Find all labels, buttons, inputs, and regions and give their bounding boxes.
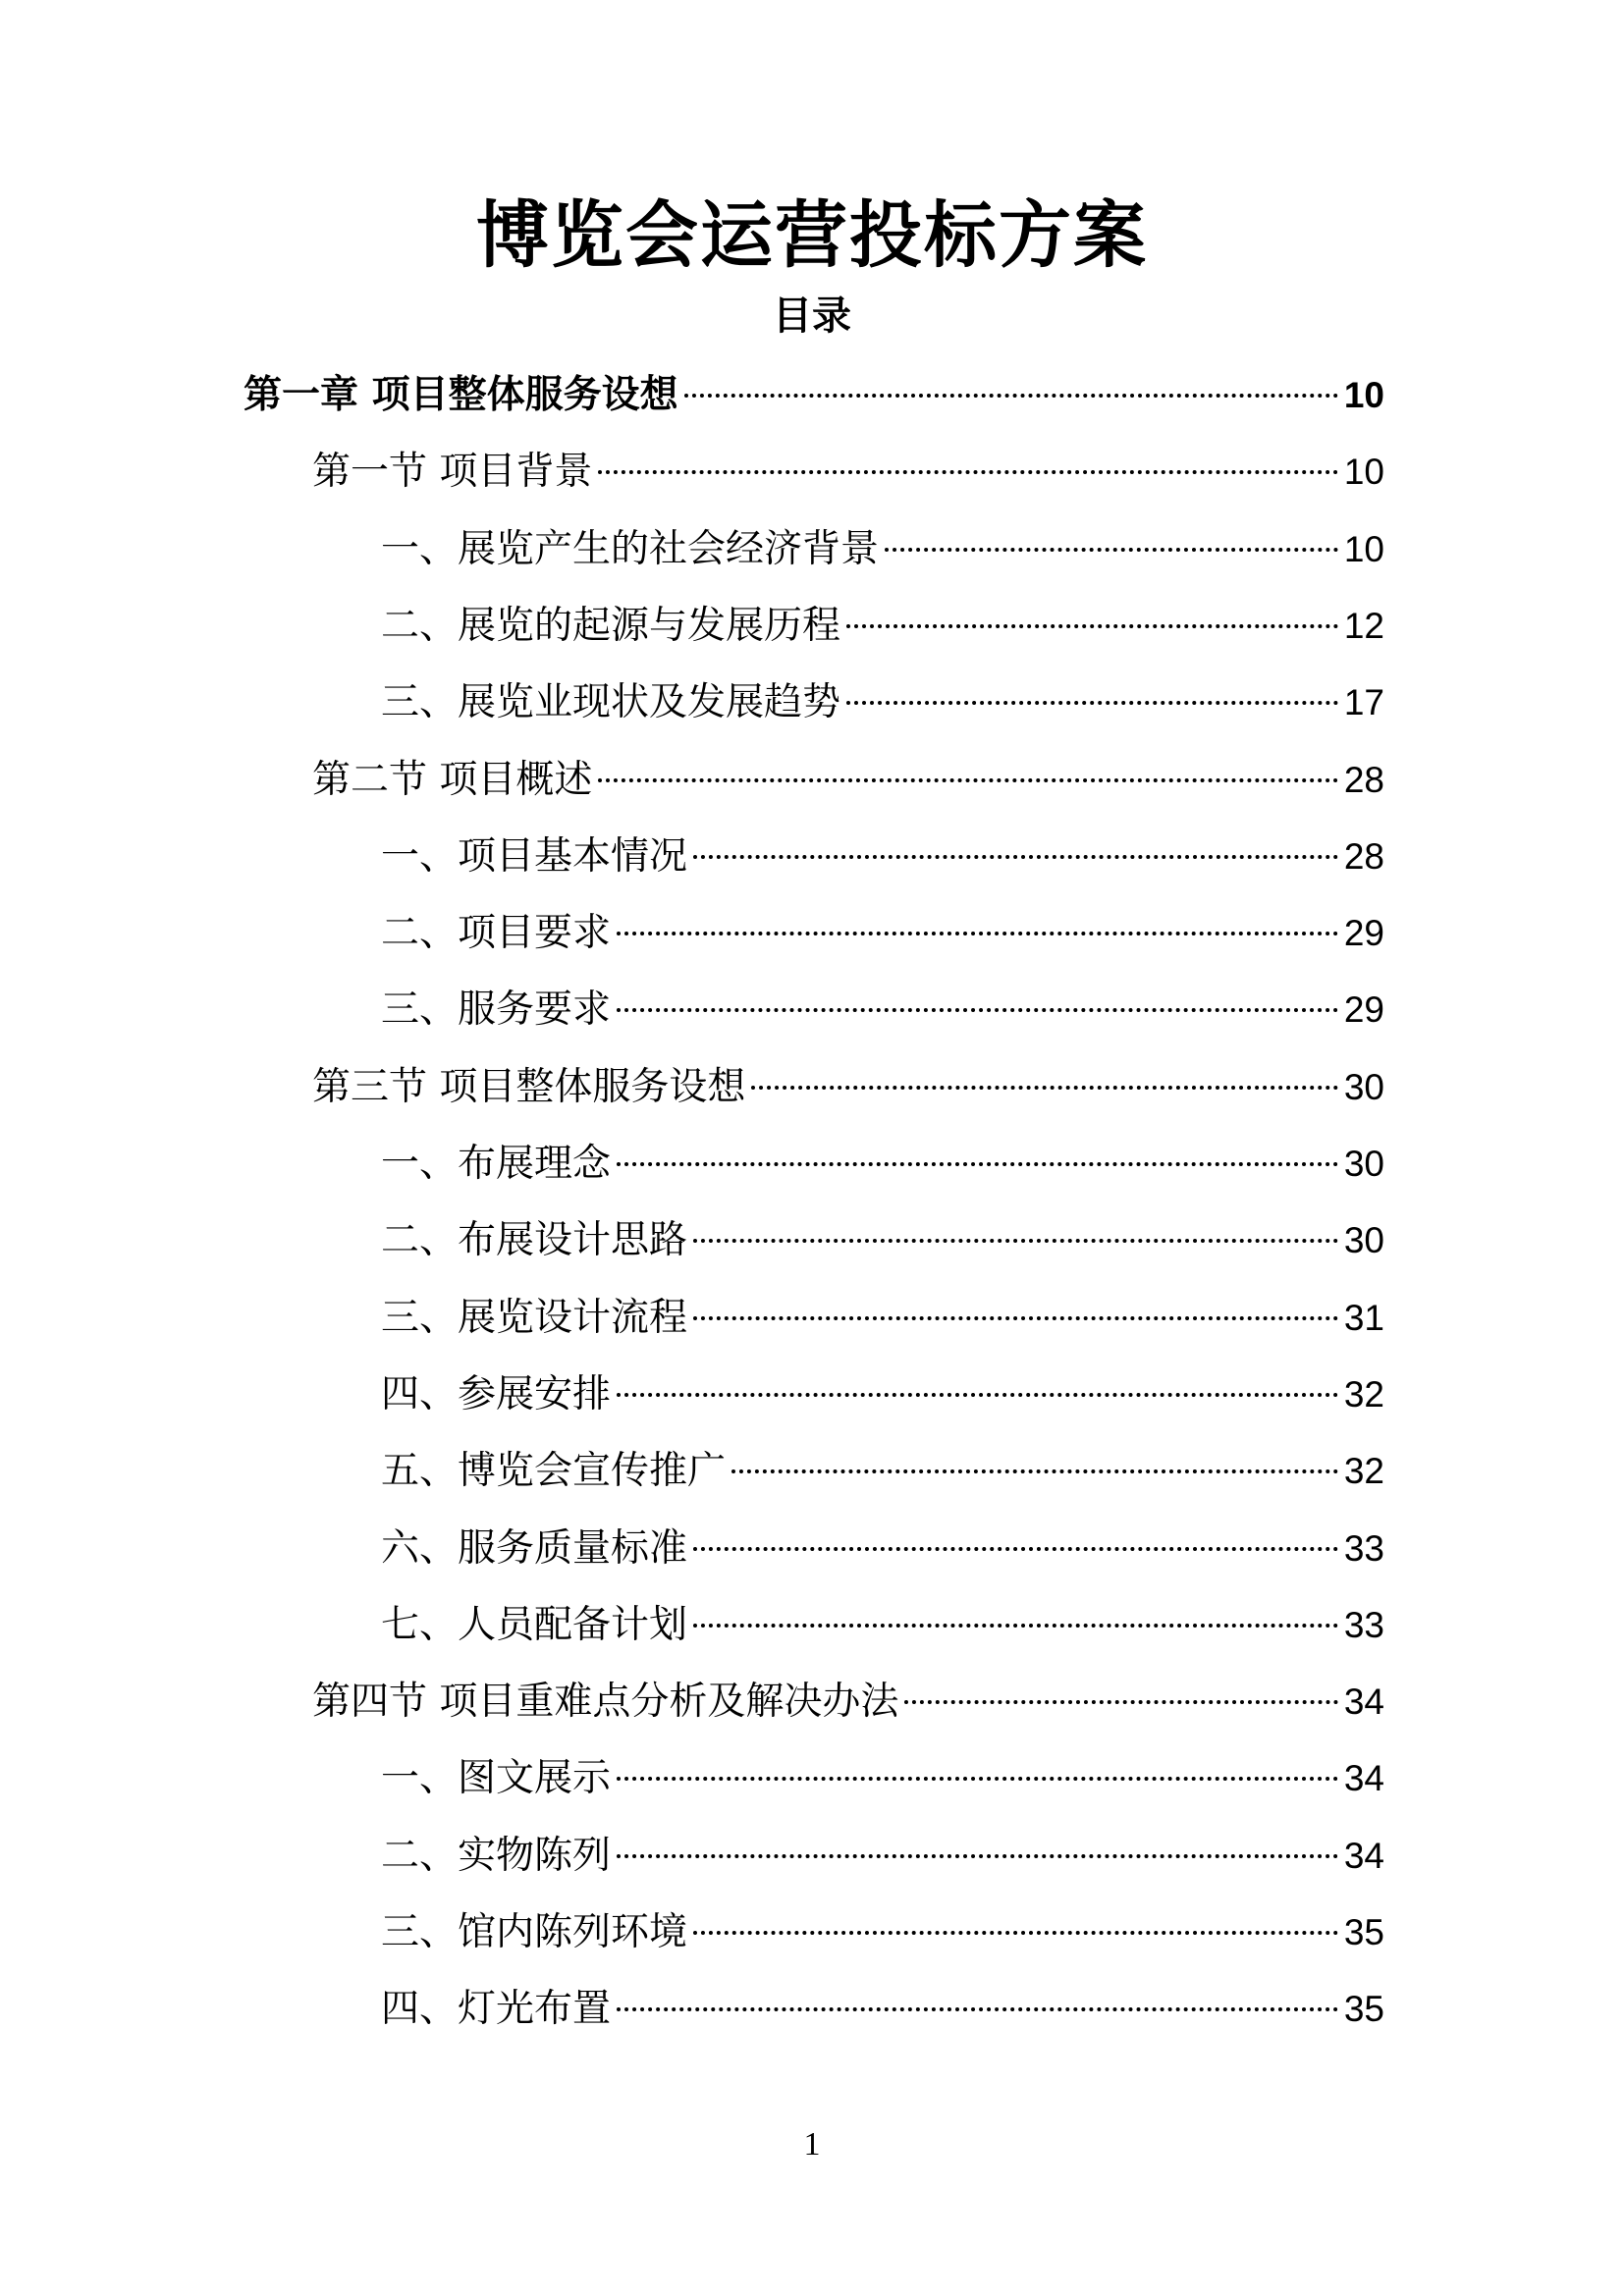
toc-entry[interactable] <box>381 981 1384 1040</box>
document-title: 博览会运营投标方案 <box>476 193 1148 278</box>
toc-entry-label: 第一章 项目整体服务设想 <box>244 373 678 417</box>
toc-entry[interactable] <box>381 1135 1384 1194</box>
toc-entry-label: 一、布展理念 <box>381 1142 612 1186</box>
toc-entry-label: 四、参展安排 <box>381 1372 612 1416</box>
toc-entry-page: 17 <box>1343 682 1384 722</box>
toc-entry-label: 二、项目要求 <box>381 911 612 955</box>
toc-entry[interactable] <box>381 520 1384 579</box>
toc-leader <box>617 2007 1338 2011</box>
toc-entry-label: 第三节 项目整体服务设想 <box>312 1065 746 1109</box>
toc-entry-page: 32 <box>1343 1374 1384 1415</box>
toc-entry[interactable] <box>381 828 1384 886</box>
toc-entry[interactable] <box>381 673 1384 732</box>
toc-leader <box>693 855 1338 859</box>
toc-entry-page: 31 <box>1343 1298 1384 1338</box>
toc-entry-label: 二、布展设计思路 <box>381 1218 688 1262</box>
toc-entry-label: 一、项目基本情况 <box>381 834 688 879</box>
toc-entry-label: 五、博览会宣传推广 <box>381 1449 727 1493</box>
toc-entry-page: 10 <box>1343 375 1384 415</box>
toc-entry-page: 34 <box>1343 1758 1384 1798</box>
toc-leader <box>684 394 1338 398</box>
toc-entry-label: 七、人员配备计划 <box>381 1603 688 1647</box>
toc-entry[interactable] <box>381 1903 1384 1962</box>
toc-entry[interactable] <box>312 443 1384 502</box>
toc-entry[interactable] <box>381 1980 1384 2039</box>
toc-entry-page: 10 <box>1343 452 1384 492</box>
toc-entry-page: 33 <box>1343 1605 1384 1645</box>
toc-leader <box>846 701 1338 705</box>
toc-entry-page: 34 <box>1343 1682 1384 1722</box>
toc-entry[interactable] <box>244 366 1384 425</box>
toc-entry-label: 二、展览的起源与发展历程 <box>381 604 841 648</box>
toc-entry-label: 四、灯光布置 <box>381 1987 612 2031</box>
toc-entry-page: 30 <box>1343 1067 1384 1107</box>
toc-entry[interactable] <box>381 1289 1384 1348</box>
toc-entry-page: 32 <box>1343 1451 1384 1491</box>
toc-entry-page: 35 <box>1343 1989 1384 2029</box>
page-number: 1 <box>803 2126 821 2163</box>
toc-entry[interactable] <box>381 1827 1384 1886</box>
toc-leader <box>617 932 1338 935</box>
toc-leader <box>904 1700 1337 1704</box>
toc-leader <box>751 1086 1337 1090</box>
toc-leader <box>598 470 1337 474</box>
toc-entry-page: 30 <box>1343 1220 1384 1260</box>
toc-leader <box>885 548 1338 552</box>
toc-leader <box>617 1854 1338 1858</box>
toc-leader <box>693 1624 1338 1628</box>
toc-entry-page: 33 <box>1343 1528 1384 1569</box>
toc-leader <box>731 1469 1338 1473</box>
toc-entry-label: 一、图文展示 <box>381 1756 612 1800</box>
toc-entry-label: 一、展览产生的社会经济背景 <box>381 527 880 571</box>
toc-entry-page: 29 <box>1343 913 1384 953</box>
toc-entry[interactable] <box>381 1520 1384 1578</box>
toc-entry[interactable] <box>312 1673 1384 1732</box>
toc-entry[interactable] <box>312 751 1384 810</box>
toc-entry[interactable] <box>381 1749 1384 1808</box>
toc-entry[interactable] <box>312 1058 1384 1117</box>
toc-entry-page: 10 <box>1343 529 1384 569</box>
toc-entry[interactable] <box>381 1442 1384 1501</box>
toc-entry-page: 34 <box>1343 1836 1384 1876</box>
toc-leader <box>617 1777 1338 1781</box>
toc-entry-label: 二、实物陈列 <box>381 1834 612 1878</box>
toc-entry-page: 28 <box>1343 760 1384 800</box>
toc-entry-page: 35 <box>1343 1912 1384 1952</box>
toc-leader <box>617 1393 1338 1397</box>
toc-leader <box>617 1008 1338 1012</box>
toc-entry-label: 三、馆内陈列环境 <box>381 1910 688 1954</box>
toc-leader <box>693 1239 1338 1243</box>
toc-leader <box>693 1547 1338 1551</box>
toc-entry-page: 28 <box>1343 836 1384 877</box>
toc-leader <box>693 1316 1338 1320</box>
toc-entry-label: 三、服务要求 <box>381 988 612 1032</box>
toc-entry[interactable] <box>381 1596 1384 1655</box>
toc-heading: 目录 <box>773 294 851 339</box>
toc-entry-label: 第二节 项目概述 <box>312 758 593 802</box>
toc-entry-label: 三、展览业现状及发展趋势 <box>381 680 841 724</box>
toc-entry-page: 12 <box>1343 606 1384 646</box>
toc-entry-label: 第四节 项目重难点分析及解决办法 <box>312 1680 899 1724</box>
toc-leader <box>598 778 1337 782</box>
toc-entry[interactable] <box>381 597 1384 656</box>
toc-entry[interactable] <box>381 1211 1384 1270</box>
toc-entry[interactable] <box>381 904 1384 963</box>
toc-leader <box>693 1931 1338 1935</box>
toc-entry-label: 三、展览设计流程 <box>381 1296 688 1340</box>
toc-entry-label: 第一节 项目背景 <box>312 450 593 494</box>
toc-leader <box>617 1162 1338 1166</box>
toc-entry[interactable] <box>381 1365 1384 1424</box>
toc-entry-page: 29 <box>1343 989 1384 1030</box>
toc-entry-label: 六、服务质量标准 <box>381 1526 688 1571</box>
toc-entry-page: 30 <box>1343 1144 1384 1184</box>
toc-leader <box>846 624 1338 628</box>
